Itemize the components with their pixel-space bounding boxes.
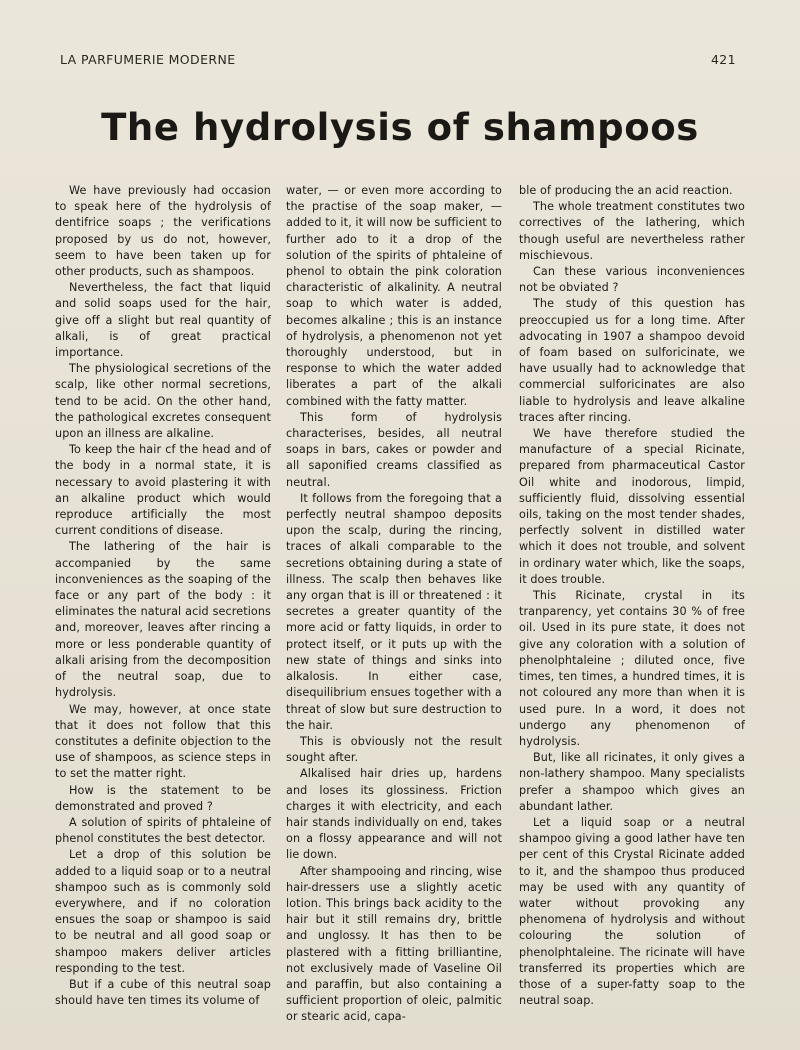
paragraph: ble of producing the an acid reaction. xyxy=(519,184,733,197)
text-column-2 xyxy=(286,183,502,1026)
paragraph: Let a drop of this solution be added to a liquid soap or to a neutral shampoo such as is commonly sold everywhere, and if no coloration ensues the soap or shampoo is said to be neutral and all good soap or shampoo makers deliver articles responding to the test. xyxy=(55,848,271,975)
paragraph: The physiological secretions of the scalp, like other normal secretions, tend to be acid. On the other hand, the pathological excretes consequent upon an illness are alkaline. xyxy=(55,362,271,441)
paragraph: The whole treatment constitutes two correctives of the lathering, which though useful are nevertheless rather mischievous. xyxy=(519,200,745,262)
journal-name: LA PARFUMERIE MODERNE xyxy=(60,52,236,67)
paragraph: We have previously had occasion to speak here of the hydrolysis of dentifrice soaps ; the verifications proposed by us do not, however, seem to have been taken up for other products, such as shampoos. xyxy=(55,184,271,279)
paragraph: How is the statement to be demonstrated and proved ? xyxy=(55,783,271,813)
page-number: 421 xyxy=(710,52,736,67)
paragraph: Let a liquid soap or a neutral shampoo giving a good lather have ten per cent of this Crystal Ricinate added to it, and the shampoo thus produced may be used with any quantity of water without provoking any phenomena of hydrolysis and without colouring the solution of phenolphtaleine. The ricinate will have transferred its properties which are those of a super-fatty soap to the neutral soap. xyxy=(519,815,745,1008)
text-column-3 xyxy=(519,183,745,1009)
running-header xyxy=(60,52,736,70)
paragraph: A solution of spirits of phtaleine of phenol constitutes the best detector. xyxy=(55,815,271,846)
paragraph: Alkalised hair dries up, hardens and loses its glossiness. Friction charges it with electricity, and each hair stands individually on end, takes on a flossy appearance and will not lie down. xyxy=(286,767,502,862)
paragraph: We have therefore studied the manufacture of a special Ricinate, prepared from pharmaceutical Castor Oil white and inodorous, limpid, sufficiently fluid, dissolving essential oils, taking on the most tender shades, perfectly solvent in distilled water which it does not trouble, and solvent in ordinary water which, like the soaps, it does trouble. xyxy=(519,427,745,586)
paragraph: After shampooing and rincing, wise hair-dressers use a slightly acetic lotion. This brings back acidity to the hair but it still remains dry, brittle and unglossy. It has then to be plastered with a fitting brilliantine, not exclusively made of Vaseline Oil and paraffin, but also containing a sufficient proportion of oleic, palmitic or stearic acid, capa- xyxy=(286,864,502,1024)
paragraph: It follows from the foregoing that a perfectly neutral shampoo deposits upon the scalp, during the rincing, traces of alkali comparable to the secretions obtaining during a state of illness. The scalp then behaves like any organ that is ill or threatened : it secretes a greater quantity of the more acid or fatty liquids, in order to protect itself, or it puts up with the new state of things and sinks into alkalosis. In either case, disequilibrium ensues together with a threat of slow but sure destruction to the hair. xyxy=(286,491,502,732)
paragraph: This Ricinate, crystal in its tranparency, yet contains 30 % of free oil. Used in its pure state, it does not give any coloration with a solution of phenolphtaleine ; diluted once, five times, ten times, a hundred times, it is not coloured any more than when it is used pure. In a word, it does not undergo any phenomenon of hydrolysis. xyxy=(519,589,745,748)
paragraph: water, — or even more according to the practise of the soap maker, — added to it, it will now be sufficient to further ado to it a drop of the solution of the spirits of phtaleine of phenol to obtain the pink coloration characteristic of alkalinity. A neutral soap to which water is added, becomes alkaline ; this is an instance of hydrolysis, a phenomenon not yet thoroughly understood, but in response to which the water added liberates a part of the alkali combined with the fatty matter. xyxy=(286,184,502,408)
article-title: The hydrolysis of shampoos xyxy=(101,106,699,149)
paragraph: The study of this question has preoccupied us for a long time. After advocating in 1907 a shampoo devoid of foam based on sulforicinate, we have usually had to acknowledge that commercial sulforicinates are also liable to hydrolysis and leave alkaline traces after rincing. xyxy=(519,297,745,424)
paragraph: But if a cube of this neutral soap should have ten times its volume of xyxy=(55,977,271,1008)
paragraph: We may, however, at once state that it does not follow that this constitutes a definite objection to the use of shampoos, as science steps in to set the matter right. xyxy=(55,702,271,781)
paragraph: Can these various inconveniences not be obviated ? xyxy=(519,265,745,295)
paragraph: Nevertheless, the fact that liquid and solid soaps used for the hair, give off a slight but real quantity of alkali, is of great practical importance. xyxy=(55,281,271,360)
paragraph: This is obviously not the result sought after. xyxy=(286,734,502,765)
paragraph: But, like all ricinates, it only gives a non-lathery shampoo. Many specialists prefer a shampoo which gives an abundant lather. xyxy=(519,751,745,813)
paragraph: This form of hydrolysis characterises, besides, all neutral soaps in bars, cakes or powder and all saponified creams classified as neutral. xyxy=(286,410,502,489)
paragraph: The lathering of the hair is accompanied by the same inconveniences as the soaping of the face or any part of the body : it eliminates the natural acid secretions and, moreover, leaves after rincing a more or less ponderable quantity of alkali arising from the decomposition of the neutral soap, due to hydrolysis. xyxy=(55,540,271,700)
article-body xyxy=(55,183,765,1024)
paragraph: To keep the hair cf the head and of the body in a normal state, it is necessary to avoid plastering it with an alkaline product which would reproduce artificially the most current conditions of disease. xyxy=(55,443,271,538)
text-column-1 xyxy=(55,183,271,1009)
